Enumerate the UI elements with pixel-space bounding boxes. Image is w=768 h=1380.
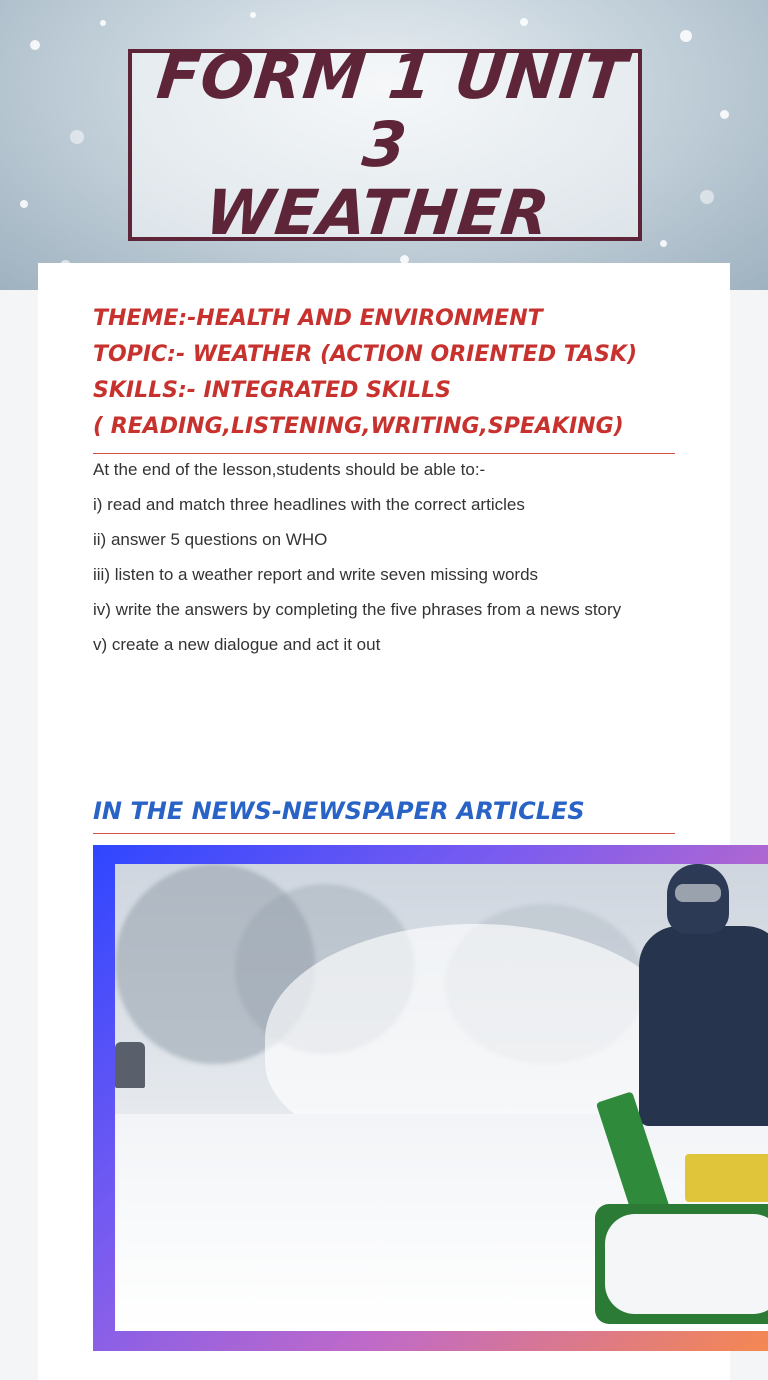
news-section-heading: IN THE NEWS-NEWSPAPER ARTICLES (93, 793, 675, 834)
snowflake-icon (720, 110, 729, 119)
title-line-2: WEATHER (202, 176, 554, 249)
theme-text: THEME:-HEALTH AND ENVIRONMENT (93, 306, 543, 331)
snowflake-icon (700, 190, 714, 204)
title-box (128, 40, 642, 249)
snowstorm-photo (115, 864, 768, 1331)
list-item: iv) write the answers by completing the five phrases from a news story (93, 600, 622, 619)
snowflake-icon (20, 200, 28, 208)
objectives-intro: At the end of the lesson,students should be able to:- (93, 460, 486, 479)
list-item: iii) listen to a weather report and write seven missing words (93, 565, 539, 584)
objectives-list (93, 457, 653, 667)
snowflake-icon (250, 12, 256, 18)
list-item: ii) answer 5 questions on WHO (93, 530, 328, 549)
snowblower-engine (685, 1154, 768, 1202)
goggles-icon (675, 884, 721, 902)
snowflake-icon (100, 20, 106, 26)
snowblower-snow (605, 1214, 768, 1314)
lesson-info-heading (93, 301, 675, 454)
snowflake-icon (30, 40, 40, 50)
header-banner (0, 0, 768, 290)
snowflake-icon (660, 240, 667, 247)
list-item: v) create a new dialogue and act it out (93, 635, 381, 654)
news-photo-frame (93, 845, 768, 1351)
title-line-1: FORM 1 UNIT 3 (153, 40, 631, 181)
page-title (121, 40, 648, 249)
list-item: i) read and match three headlines with the correct articles (93, 495, 525, 514)
skills-text: SKILLS:- INTEGRATED SKILLS (93, 378, 452, 403)
snowflake-icon (520, 18, 528, 26)
skills-detail-text: ( READING,LISTENING,WRITING,SPEAKING) (93, 414, 624, 439)
snowflake-icon (680, 30, 692, 42)
snowflake-icon (70, 130, 84, 144)
topic-text: TOPIC:- WEATHER (ACTION ORIENTED TASK) (93, 342, 638, 367)
car-shape (115, 1042, 145, 1088)
snowblower-figure (595, 1094, 768, 1324)
